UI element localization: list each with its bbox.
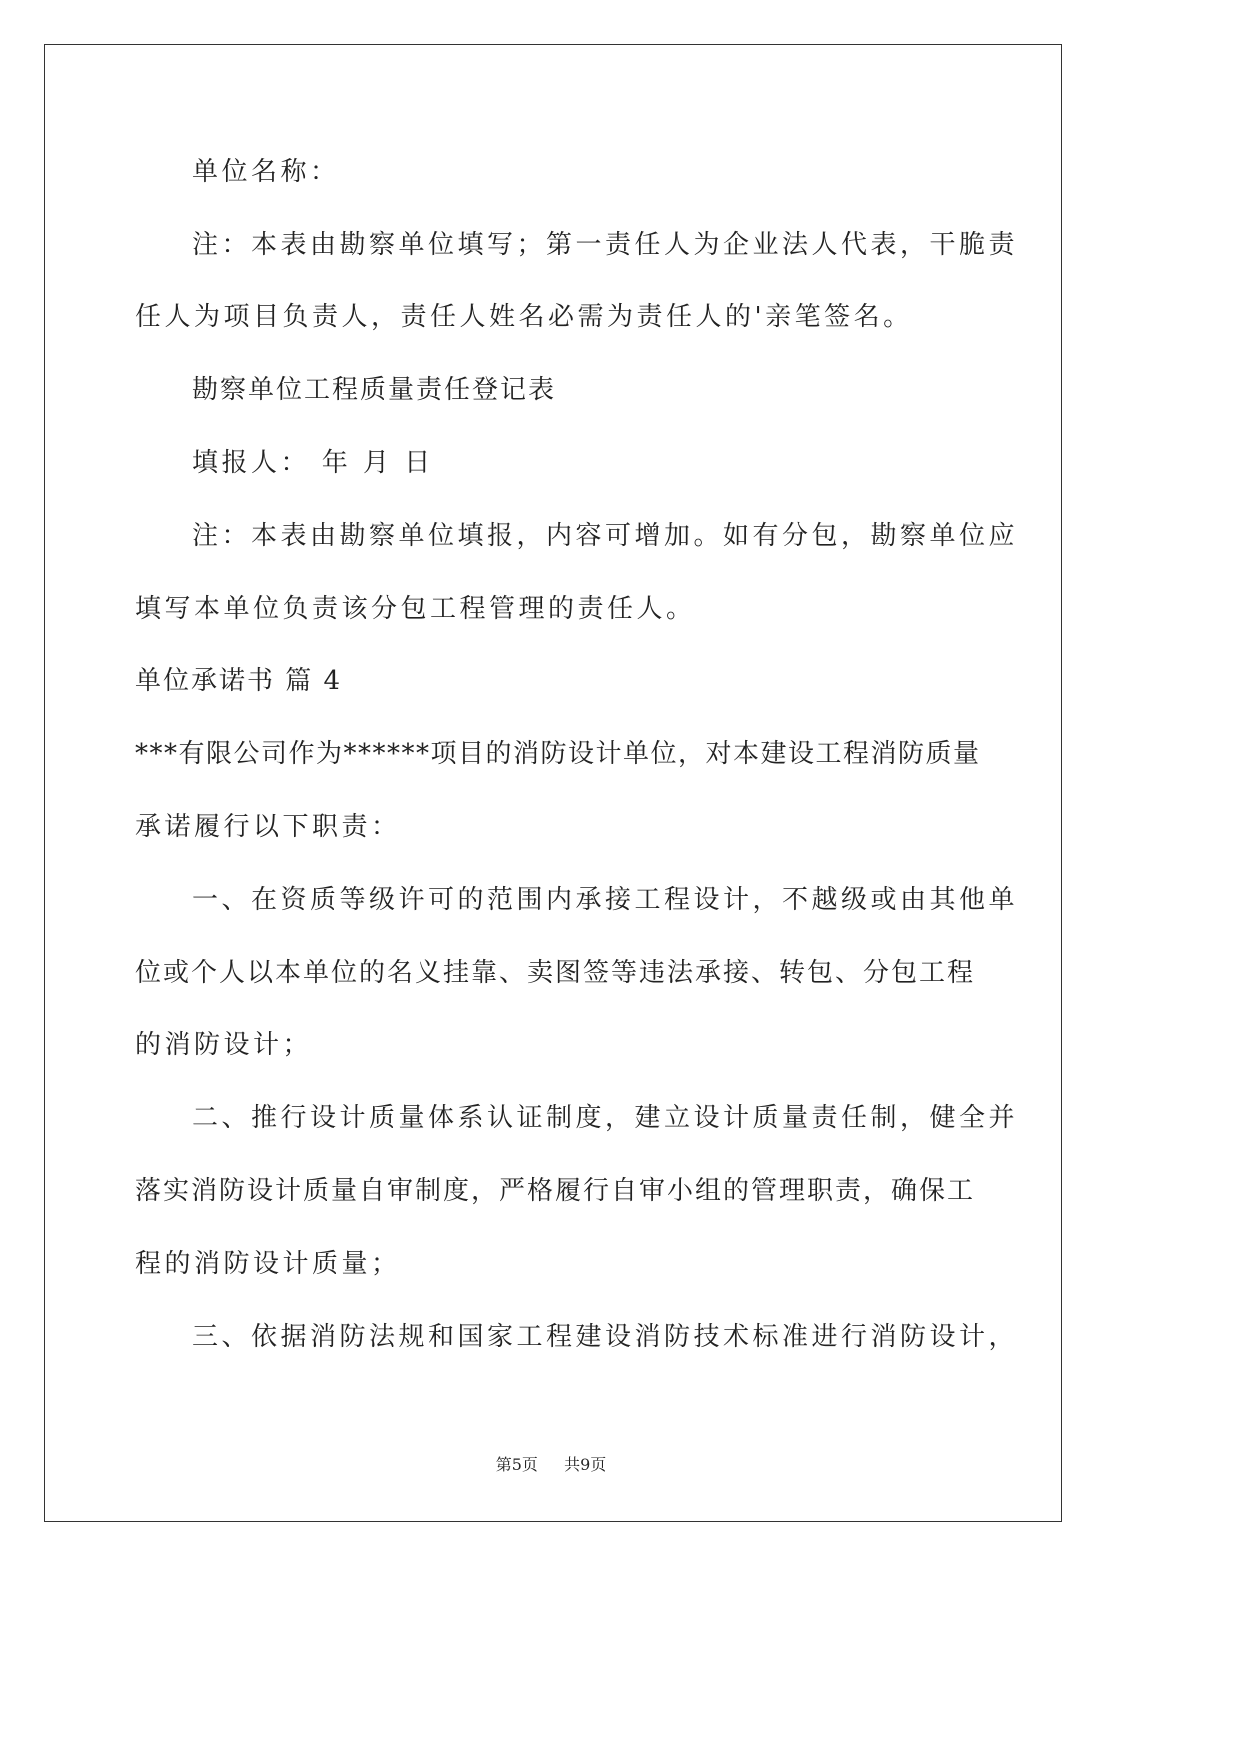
- commitment-intro-line-2: 承诺履行以下职责：: [135, 812, 401, 842]
- commitment-intro-line-1: ***有限公司作为******项目的消防设计单位，对本建设工程消防质量: [135, 739, 981, 769]
- form-title: 勘察单位工程质量责任登记表: [192, 375, 557, 405]
- duty-3-line-1: 三、依据消防法规和国家工程建设消防技术标准进行消防设计，: [192, 1322, 1019, 1352]
- note-paragraph-1-line-1: 注：本表由勘察单位填写；第一责任人为企业法人代表，干脆责: [192, 230, 1019, 260]
- duty-1-line-2: 位或个人以本单位的名义挂靠、卖图签等违法承接、转包、分包工程: [135, 958, 976, 988]
- duty-2-line-1: 二、推行设计质量体系认证制度，建立设计质量责任制，健全并: [192, 1103, 1019, 1133]
- page-border: [44, 44, 1062, 1522]
- filler-date-line: 填报人： 年 月 日: [192, 448, 434, 478]
- section-heading: 单位承诺书 篇 4: [135, 666, 343, 696]
- note-paragraph-1-line-2: 任人为项目负责人，责任人姓名必需为责任人的'亲笔签名。: [135, 302, 913, 332]
- page-number: 第5页: [495, 1455, 538, 1474]
- page-footer: [0, 1452, 1102, 1475]
- duty-2-line-2: 落实消防设计质量自审制度，严格履行自审小组的管理职责，确保工: [135, 1176, 976, 1206]
- unit-name-label: 单位名称：: [192, 157, 340, 187]
- duty-1-line-1: 一、在资质等级许可的范围内承接工程设计，不越级或由其他单: [192, 885, 1019, 915]
- duty-1-line-3: 的消防设计；: [135, 1030, 313, 1060]
- duty-2-line-3: 程的消防设计质量；: [135, 1249, 401, 1279]
- page-total: 共9页: [564, 1455, 607, 1474]
- note-paragraph-2-line-1: 注：本表由勘察单位填报，内容可增加。如有分包，勘察单位应: [192, 521, 1019, 551]
- note-paragraph-2-line-2: 填写本单位负责该分包工程管理的责任人。: [135, 594, 696, 624]
